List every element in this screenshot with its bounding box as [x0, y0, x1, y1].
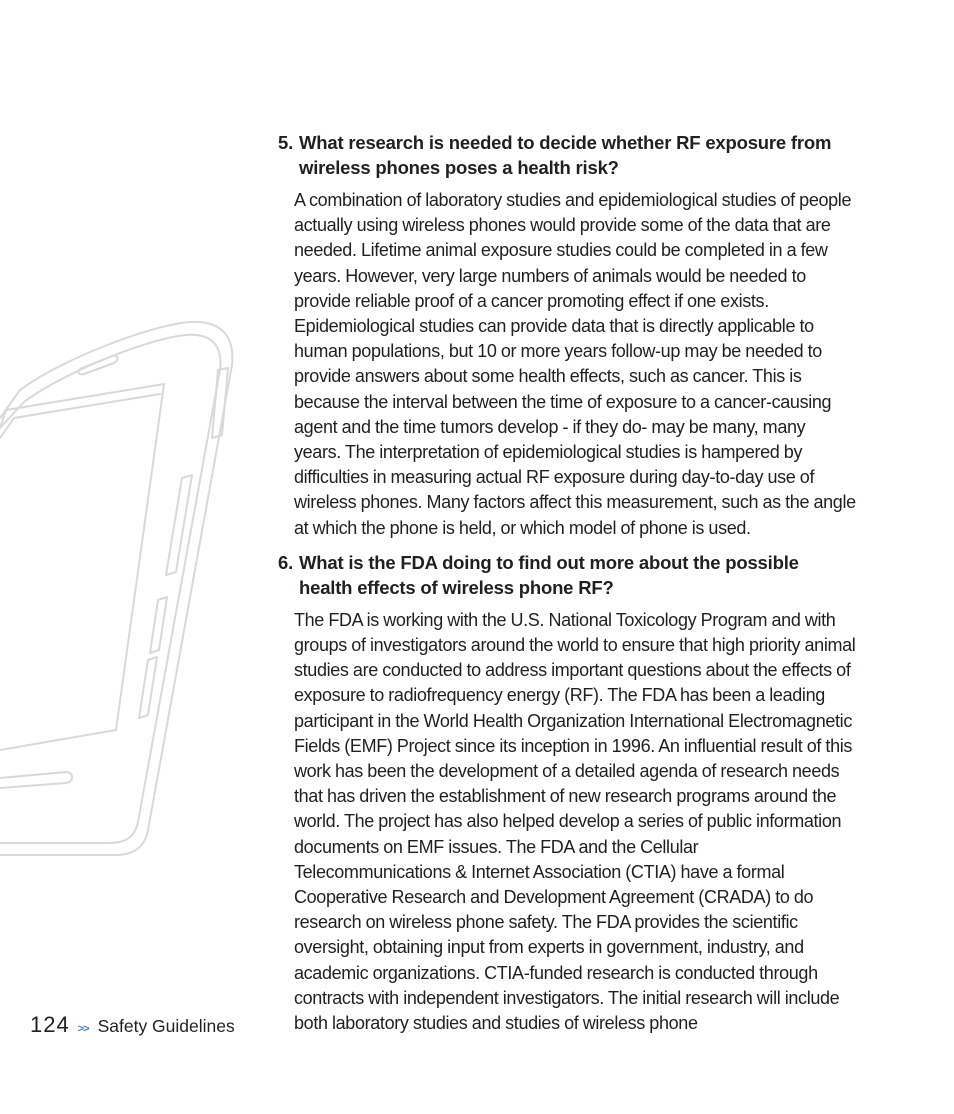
document-body	[278, 130, 856, 1045]
question-number: 6.	[278, 551, 294, 573]
question-number: 5.	[278, 132, 294, 153]
question-heading	[278, 130, 856, 180]
faq-section-5	[278, 130, 856, 541]
page-number: 124	[30, 1012, 70, 1037]
footer-section-title: Safety Guidelines	[97, 1016, 235, 1036]
page-footer	[30, 1012, 235, 1038]
question-heading	[278, 550, 856, 600]
answer-paragraph: A combination of laboratory studies and epidemiological studies of people actually using wireless phones would provide some of the data that are needed. Lifetime animal exposure studies could be completed in a few years. However, very large numbers of animals would be needed to provide reliable proof of a cancer promoting effect if one exists. Epidemiological studies can provide data that is directly applicable to human populations, but 10 or more years follow-up may be needed to provide answers about some health effects, such as cancer. This is because the interval between the time of exposure to a cancer-causing agent and the time tumors develop - if they do- may be many, many years. The interpretation of epidemiological studies is hampered by difficulties in measuring actual RF exposure during day-to-day use of wireless phones. Many factors affect this measurement, such as the angle at which the phone is held, or which model of phone is used.	[294, 190, 856, 538]
faq-section-6	[278, 550, 856, 1036]
phone-illustration-icon	[0, 310, 250, 870]
question-text: What is the FDA doing to find out more about the possible health effects of wireless phone RF?	[299, 551, 799, 598]
answer-paragraph: The FDA is working with the U.S. National Toxicology Program and with groups of investigators around the world to ensure that high priority animal studies are conducted to address important questions about the effects of exposure to radiofrequency energy (RF). The FDA has been a leading participant in the World Health Organization International Electromagnetic Fields (EMF) Project since its inception in 1996. An influential result of this work has been the development of a detailed agenda of research needs that has driven the establishment of new research programs around the world. The project has also helped develop a series of public information documents on EMF issues. The FDA and the Cellular Telecommunications & Internet Association (CTIA) have a formal Cooperative Research and Development Agreement (CRADA) to do research on wireless phone safety. The FDA provides the scientific oversight, obtaining input from experts in government, industry, and academic organizations. CTIA-funded research is conducted through contracts with independent investigators. The initial research will include both laboratory studies and studies of wireless phone	[294, 609, 856, 1034]
chevron-right-icon: >>	[77, 1023, 89, 1035]
question-text: What research is needed to decide whether RF exposure from wireless phones poses a health risk?	[299, 132, 832, 178]
